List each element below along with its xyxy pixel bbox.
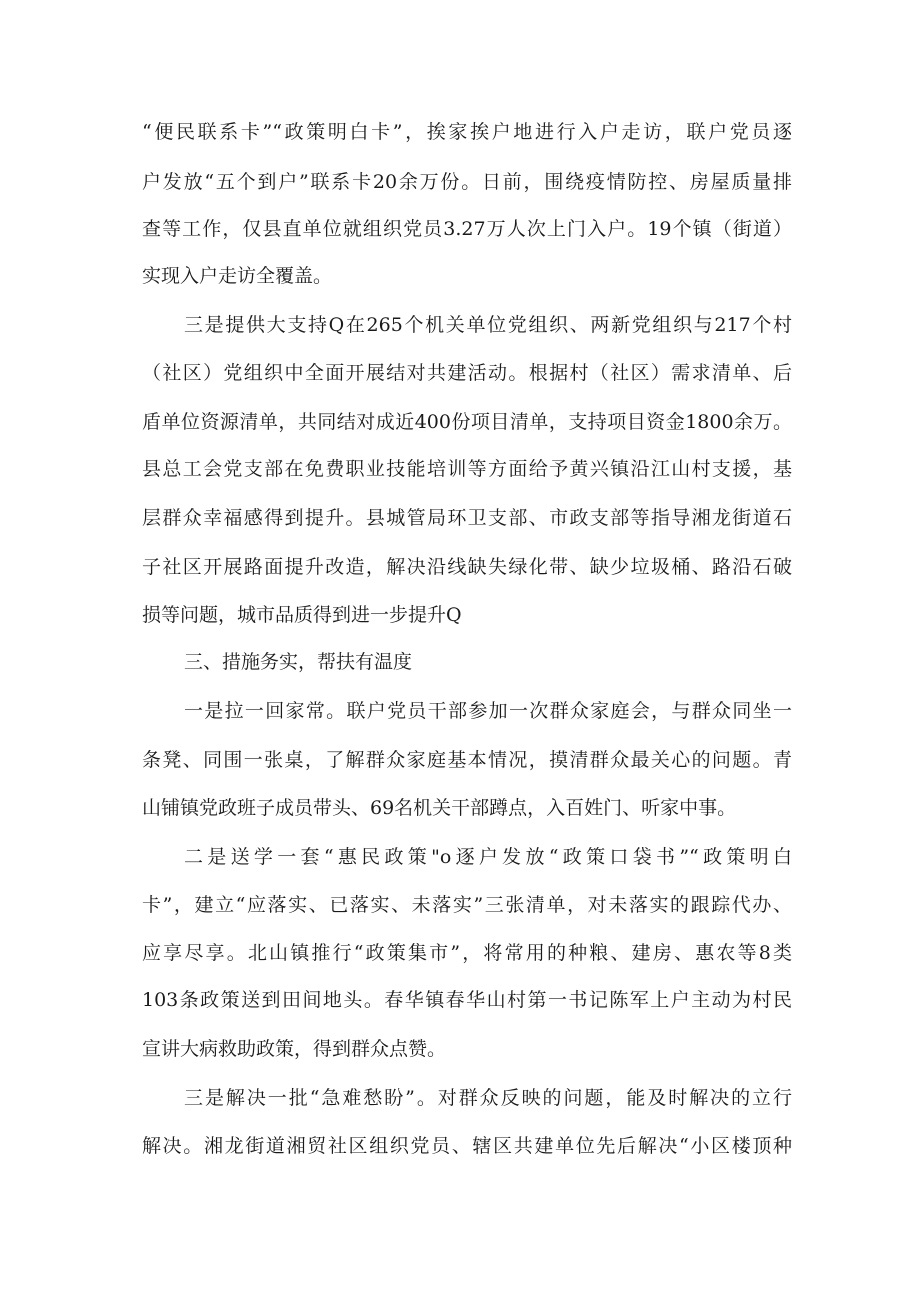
paragraph-line: 三是解决一批“急难愁盼”。对群众反映的问题，能及时解决的立行 bbox=[184, 1087, 792, 1109]
paragraph-line: 县总工会党支部在免费职业技能培训等方面给予黄兴镇沿江山村支援，基 bbox=[142, 458, 792, 480]
paragraph-line: “便民联系卡”“政策明白卡”，挨家挨户地进行入户走访，联户党员逐 bbox=[142, 121, 792, 143]
paragraph-line: 山铺镇党政班子成员带头、69名机关干部蹲点，入百姓门、听家中事。 bbox=[142, 797, 737, 819]
paragraph-line: 盾单位资源清单，共同结对成近400份项目清单，支持项目资金1800余万。 bbox=[142, 411, 792, 433]
paragraph-line: 条凳、同围一张桌，了解群众家庭基本情况，摸清群众最关心的问题。青 bbox=[142, 749, 792, 771]
paragraph-line: 户发放“五个到户”联系卡20余万份。日前，围绕疫情防控、房屋质量排 bbox=[142, 171, 792, 193]
paragraph-line: 宣讲大病救助政策，得到群众点赞。 bbox=[142, 1038, 447, 1060]
paragraph-line: 解决。湘龙街道湘贸社区组织党员、辖区共建单位先后解决“小区楼顶种 bbox=[142, 1135, 792, 1157]
paragraph-line: 一是拉一回家常。联户党员干部参加一次群众家庭会，与群众同坐一 bbox=[184, 700, 792, 722]
paragraph-line: 损等问题，城市品质得到进一步提升Q bbox=[142, 604, 462, 626]
paragraph-line: （社区）党组织中全面开展结对共建活动。根据村（社区）需求清单、后 bbox=[142, 362, 792, 384]
paragraph-line: 应享尽享。北山镇推行“政策集市”，将常用的种粮、建房、惠农等8类 bbox=[142, 942, 792, 964]
paragraph-line: 卡”，建立“应落实、已落实、未落实”三张清单，对未落实的跟踪代办、 bbox=[142, 894, 792, 916]
section-heading: 三、措施务实，帮扶有温度 bbox=[184, 651, 413, 673]
paragraph-line: 三是提供大支持Q在265个机关单位党组织、两新党组织与217个村 bbox=[184, 314, 792, 336]
paragraph-line: 子社区开展路面提升改造，解决沿线缺失绿化带、缺少垃圾桶、路沿石破 bbox=[142, 556, 792, 578]
paragraph-line: 二是送学一套“惠民政策"o逐户发放“政策口袋书”“政策明白 bbox=[184, 846, 792, 868]
paragraph-line: 查等工作，仅县直单位就组织党员3.27万人次上门入户。19个镇（街道） bbox=[142, 218, 792, 240]
paragraph-line: 层群众幸福感得到提升。县城管局环卫支部、市政支部等指导湘龙街道石 bbox=[142, 507, 792, 529]
paragraph-line: 103条政策送到田间地头。春华镇春华山村第一书记陈军上户主动为村民 bbox=[142, 989, 792, 1011]
paragraph-line: 实现入户走访全覆盖。 bbox=[142, 265, 333, 287]
